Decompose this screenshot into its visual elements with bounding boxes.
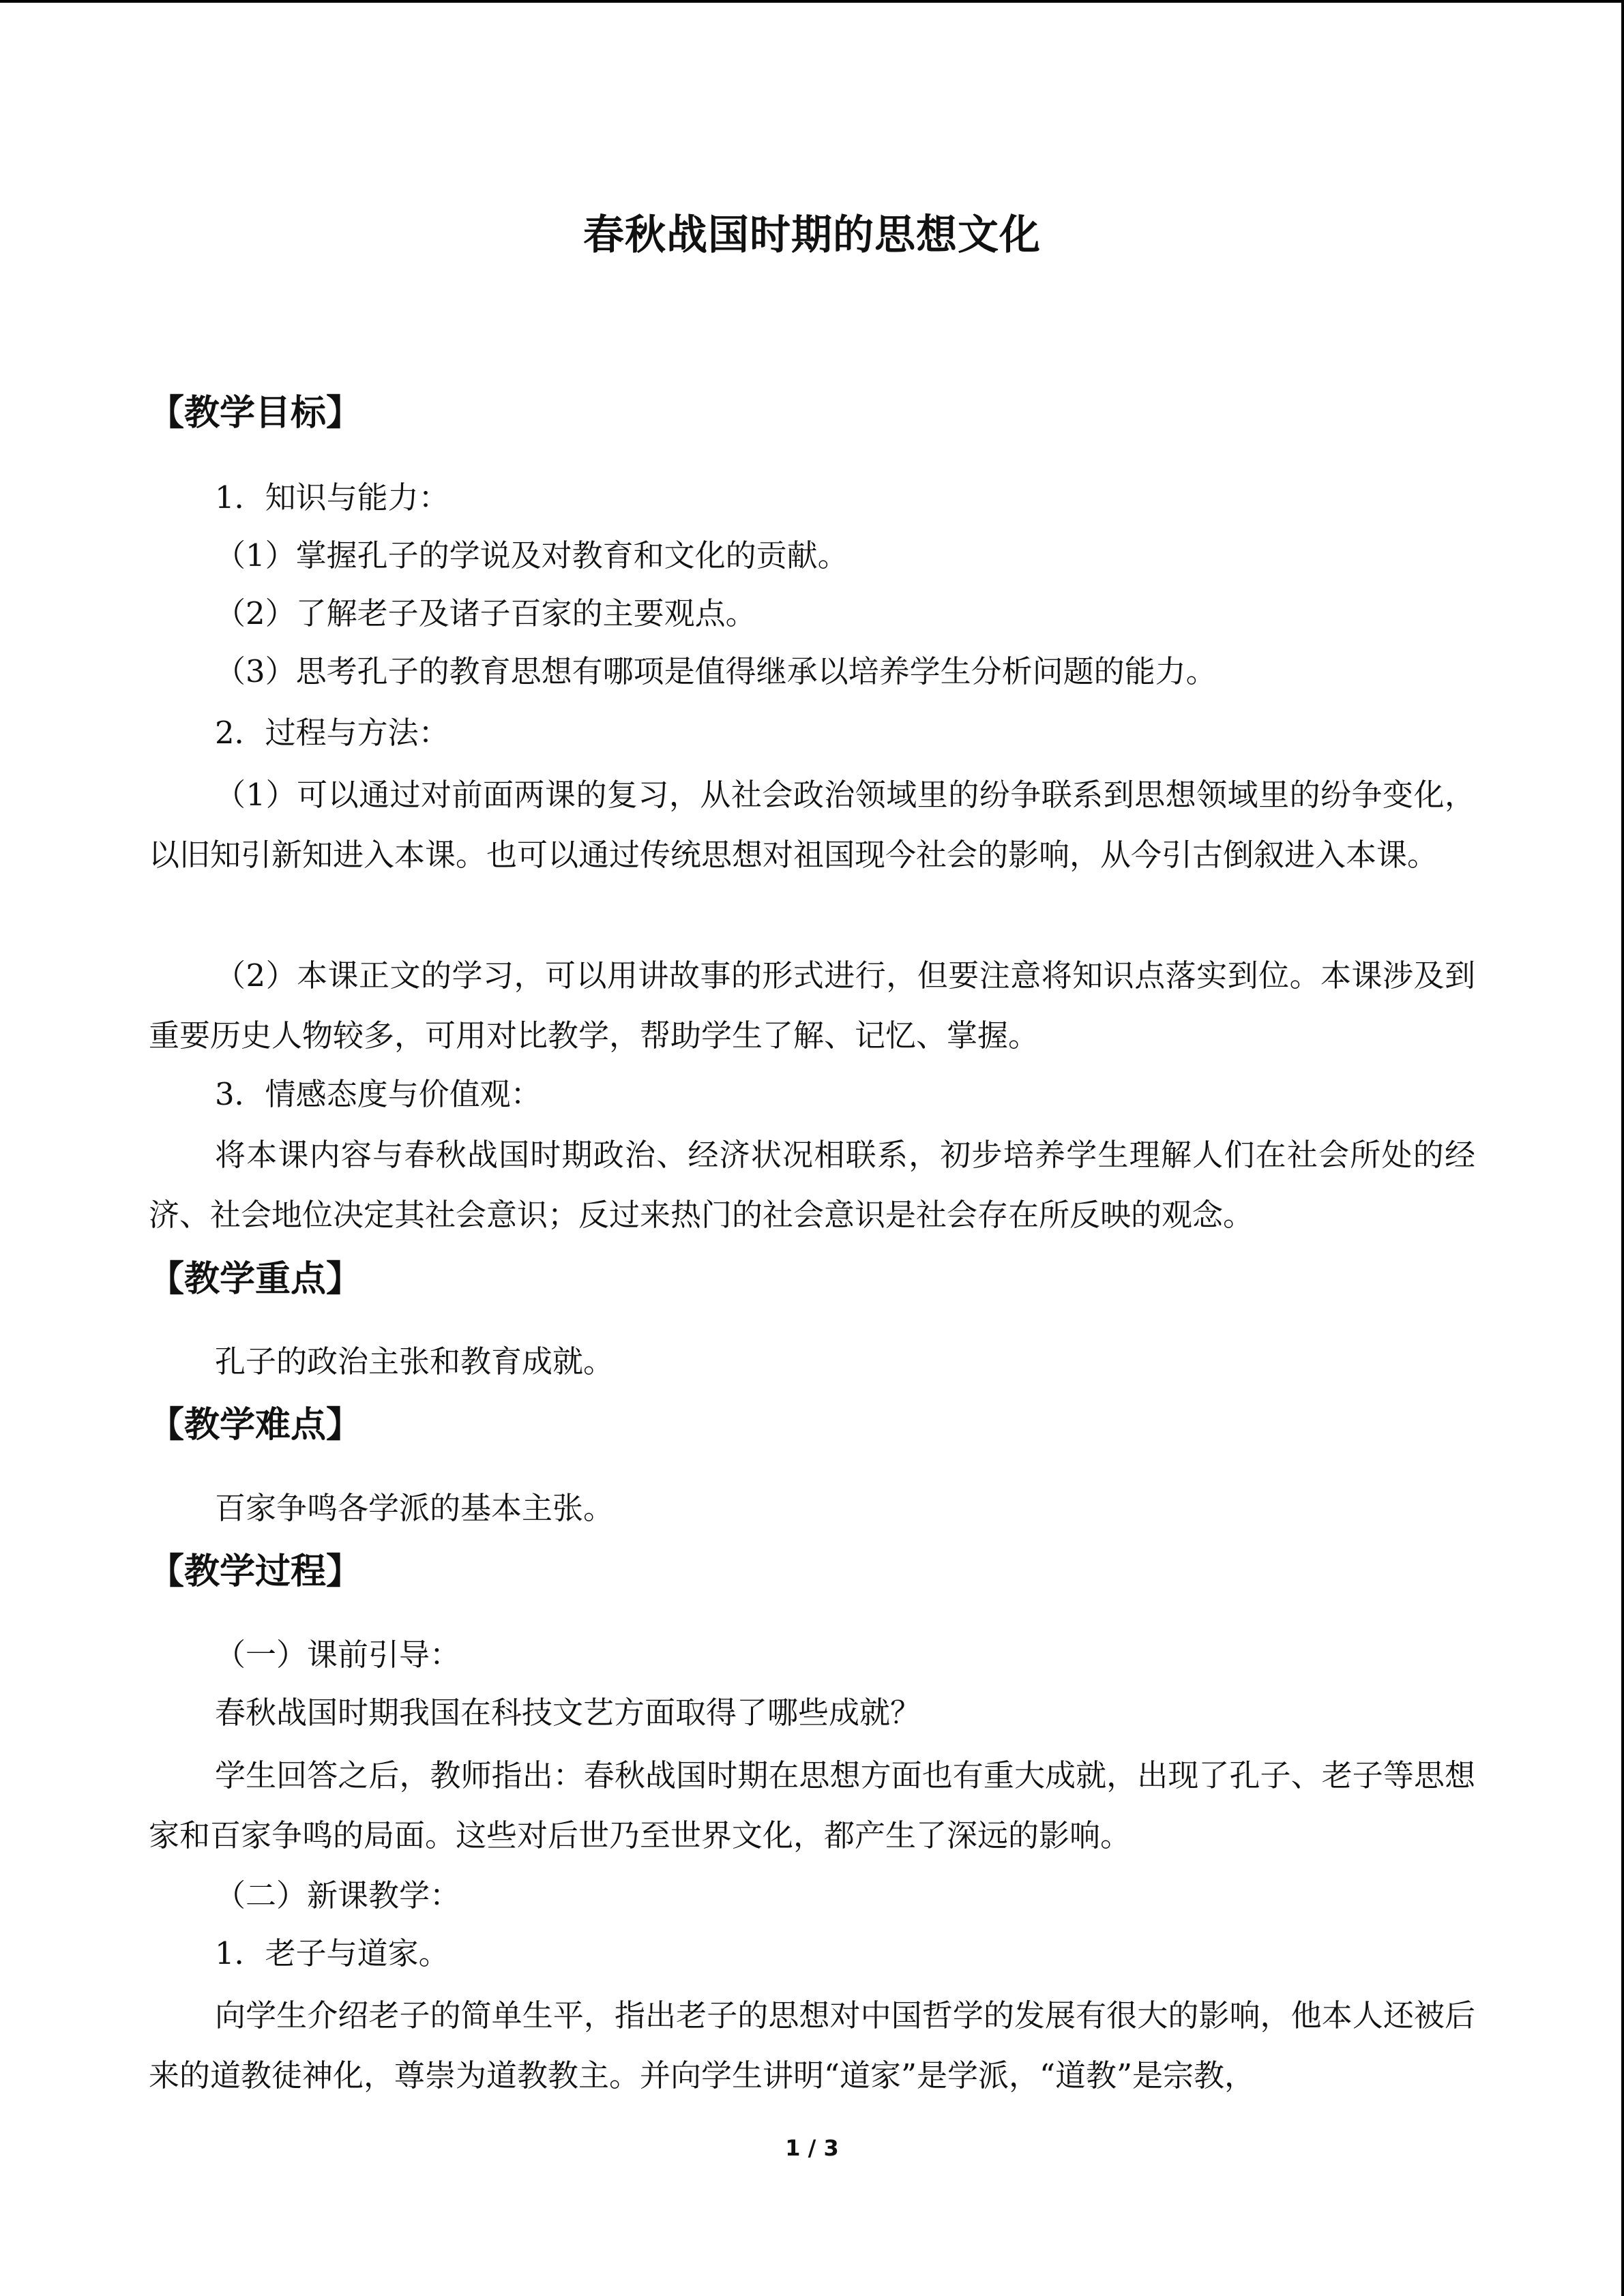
intro-title: （一）课前引导：	[215, 1637, 461, 1673]
intro-answer: 学生回答之后，教师指出：春秋战国时期在思想方面也有重大成就，出现了孔子、老子等思想家和百家争鸣的局面。这些对后世乃至世界文化，都产生了深远的影响。	[149, 1757, 1475, 1853]
new-lesson-title: （二）新课教学：	[215, 1877, 461, 1913]
process-method-item-1: （1）可以通过对前面两课的复习，从社会政治领域里的纷争联系到思想领域里的纷争变化，以旧知引新知进入本课。也可以通过传统思想对祖国现今社会的影响，从今引古倒叙进入本课。	[149, 777, 1475, 873]
document-title: 春秋战国时期的思想文化	[583, 211, 1041, 259]
knowledge-item-1: （1）掌握孔子的学说及对教育和文化的贡献。	[215, 537, 848, 573]
laozi-text: 向学生介绍老子的简单生平，指出老子的思想对中国哲学的发展有很大的影响，他本人还被后来的道教徒神化，尊崇为道教教主。并向学生讲明“道家”是学派，“道教”是宗教，	[149, 1997, 1475, 2093]
heading-key-points: 【教学重点】	[149, 1259, 362, 1300]
knowledge-item-2: （2）了解老子及诸子百家的主要观点。	[215, 595, 756, 631]
knowledge-title: 1．知识与能力：	[215, 479, 449, 516]
heading-objectives: 【教学目标】	[149, 393, 362, 434]
page-border-right	[1621, 0, 1624, 2296]
intro-question: 春秋战国时期我国在科技文艺方面取得了哪些成就？	[215, 1695, 921, 1731]
process-method-item-2: （2）本课正文的学习，可以用讲故事的形式进行，但要注意将知识点落实到位。本课涉及到重要历史人物较多，可用对比教学，帮助学生了解、记忆、掌握。	[149, 957, 1475, 1054]
difficulties-text: 百家争鸣各学派的基本主张。	[215, 1490, 615, 1526]
heading-difficulties: 【教学难点】	[149, 1405, 362, 1446]
key-points-text: 孔子的政治主张和教育成就。	[215, 1343, 615, 1380]
values-text: 将本课内容与春秋战国时期政治、经济状况相联系，初步培养学生理解人们在社会所处的经济、社会地位决定其社会意识；反过来热门的社会意识是社会存在所反映的观念。	[149, 1137, 1475, 1233]
laozi-title: 1．老子与道家。	[215, 1935, 449, 1971]
heading-process: 【教学过程】	[149, 1551, 362, 1592]
knowledge-item-3: （3）思考孔子的教育思想有哪项是值得继承以培养学生分析问题的能力。	[215, 653, 1217, 689]
values-title: 3．情感态度与价值观：	[215, 1076, 542, 1112]
page-border-top	[0, 0, 1624, 3]
page-number: 1 / 3	[785, 2135, 839, 2161]
process-method-title: 2．过程与方法：	[215, 715, 449, 751]
